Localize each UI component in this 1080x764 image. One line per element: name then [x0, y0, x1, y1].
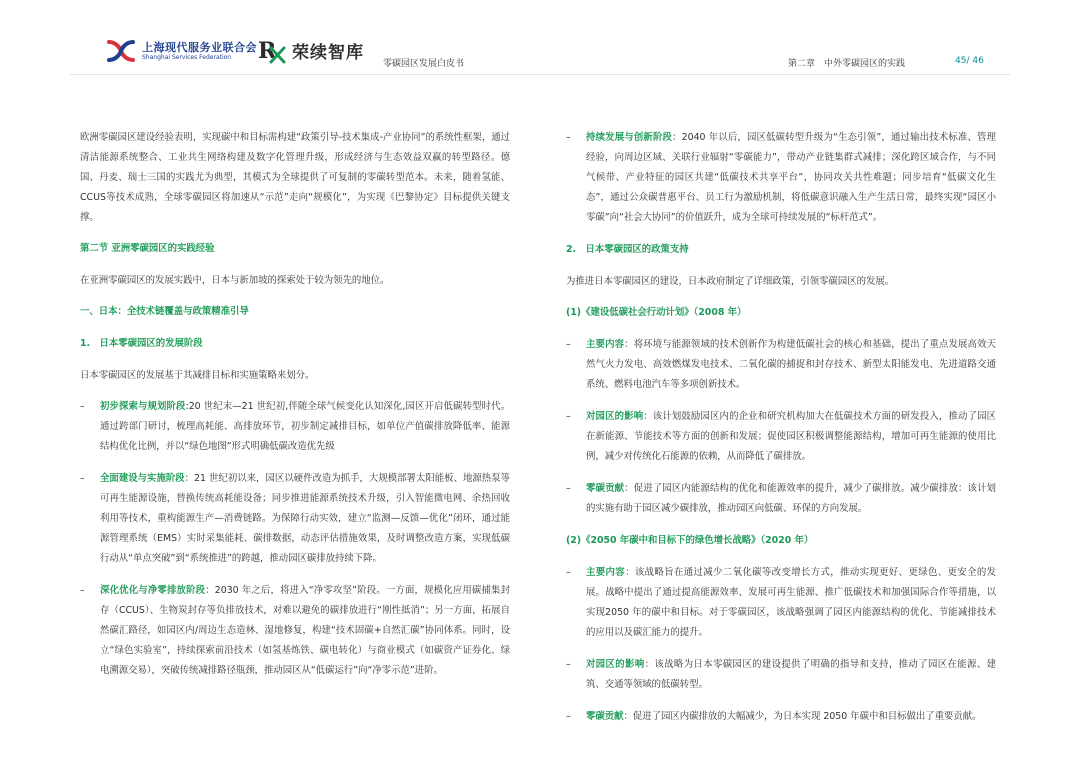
bullet-text: ：促进了园区内碳排放的大幅减少，为日本实现 2050 年碳中和目标做出了重要贡献。	[623, 711, 982, 722]
bullet-dash: –	[566, 411, 571, 422]
rongxu-logo	[258, 36, 364, 64]
section-title: 第二节 亚洲零碳园区的实践经验	[80, 243, 215, 254]
subsection-title-stages: 1. 日本零碳园区的发展阶段	[80, 338, 203, 349]
bullet-dash: –	[566, 659, 571, 670]
stages-intro: 日本零碳园区的发展基于其减排目标和实施策略来划分。	[80, 370, 315, 381]
list-item	[566, 563, 996, 643]
ssf-logo-icon	[106, 38, 136, 64]
list-item	[80, 397, 510, 457]
bullet-lead: 零碳贡献	[586, 483, 625, 494]
ssf-name-en: Shanghai Services Federation	[142, 53, 232, 61]
list-item	[80, 469, 510, 569]
bullet-dash: –	[80, 473, 85, 484]
policy-title-2008: (1)《建设低碳社会行动计划》（2008 年）	[566, 307, 747, 318]
left-column	[80, 128, 510, 693]
bullet-lead: 零碳贡献	[586, 711, 624, 722]
bullet-text: ：2030 年之后，将进入“净零攻坚”阶段。一方面，规模化应用碳捕集封存（CCUS）、生物炭封存等负排放技术，对难以避免的碳排放进行“刚性抵消”；另一方面，拓展自然碳汇路径，如园区内/周边生态造林、湿地修复，构建“技术固碳+自然汇碳”协同体系。同时，设立“绿色实验室”，持续探索前沿技术（如氢基炼铁、碳电转化）与商业模式（如碳资产证券化、绿电溯源交易），突破传统减排路径瓶颈，推动园区从“低碳运行”向“净零示范”进阶。	[100, 585, 510, 676]
bullet-dash: –	[566, 339, 571, 350]
page-header	[0, 0, 1080, 84]
bullet-dash: –	[80, 401, 85, 412]
bullet-text: ：2040 年以后，园区低碳转型升级为“生态引领”，通过输出技术标准、管理经验，向周边区域、关联行业辐射“零碳能力”，带动产业链集群式减排；深化跨区域合作，与不同气候带、产业特征的园区共建“低碳技术共享平台”，协同攻关共性难题；同步培育“低碳文化生态”，通过公众碳普惠平台、员工行为激励机制，将低碳意识融入生产生活日常，最终实现“园区小零碳”向“社会大协同”的价值跃升，成为全球可持续发展的“标杆范式”。	[586, 132, 996, 223]
bullet-lead: 全面建设与实施阶段	[100, 473, 185, 484]
ssf-logo	[106, 38, 257, 64]
bullet-text: ：促进了园区内能源结构的优化和能源效率的提升，减少了碳排放。减少碳排放：该计划的实施有助于园区减少碳排放，推动园区向低碳、环保的方向发展。	[586, 483, 996, 514]
right-column	[566, 128, 996, 739]
list-item	[566, 655, 996, 695]
bullet-text: ：该计划鼓励园区内的企业和研究机构加大在低碳技术方面的研发投入，推动了园区在新能源、节能技术等方面的创新和发展；促使园区积极调整能源结构，增加可再生能源的使用比例，减少对传统化石能源的依赖，从而降低了碳排放。	[586, 411, 996, 462]
bullet-text: ：该战略为日本零碳园区的建设提供了明确的指导和支持，推动了园区在能源、建筑、交通等领域的低碳转型。	[586, 659, 996, 690]
list-item	[566, 128, 996, 228]
ssf-name-cn: 上海现代服务业联合会	[142, 40, 257, 54]
bullet-lead: 主要内容	[586, 339, 625, 350]
rongxu-name: 荣续智库	[292, 42, 364, 63]
list-item	[566, 479, 996, 519]
bullet-lead: 持续发展与创新阶段	[586, 132, 673, 143]
bullet-dash: –	[566, 132, 571, 143]
bullet-lead: 初步探索与规划阶段	[100, 401, 186, 412]
page-number: 45/ 46	[955, 56, 984, 66]
chapter-title: 第二章 中外零碳园区的实践	[788, 59, 906, 69]
europe-summary-paragraph: 欧洲零碳园区建设经验表明，实现碳中和目标需构建“政策引导-技术集成-产业协同”的系统性框架，通过清洁能源系统整合、工业共生网络构建及数字化管理升级，形成经济与生态效益双赢的转型路径。德国、丹麦、瑞士三国的实践尤为典型，其模式为全球提供了可复制的零碳转型范本。未来，随着氢能、CCUS等技术成熟，全球零碳园区将加速从“示范”走向“规模化”，为实现《巴黎协定》目标提供关键支撑。	[80, 132, 510, 223]
bullet-dash: –	[566, 483, 571, 494]
bullet-text: ：21 世纪初以来，园区以硬件改造为抓手，大规模部署太阳能板、地源热泵等可再生能源设施，替换传统高耗能设备；同步推进能源系统技术升级，引入智能微电网、余热回收利用等技术，重构能源生产—消费链路。为保障行动实效，建立“监测—反馈—优化”闭环，通过能源管理系统（EMS）实时采集能耗、碳排数据，动态评估措施效果，及时调整改造方案，实现低碳行动从“单点突破”到“系统推进”的跨越，推动园区碳排放持续下降。	[100, 473, 510, 564]
svg-text:R: R	[258, 38, 277, 64]
bullet-text: ：该战略旨在通过减少二氧化碳等改变增长方式，推动实现更好、更绿色、更安全的发展。战略中提出了通过提高能源效率、发展可再生能源、推广低碳技术和加强国际合作等措施，以实现2050 年的碳中和目标。对于零碳园区，该战略强调了园区内能源结构的优化、节能减排技术的应用以及碳汇能力的提升。	[586, 567, 996, 638]
policy-intro: 为推进日本零碳园区的建设，日本政府制定了详细政策，引领零碳园区的发展。	[566, 276, 895, 287]
section-intro: 在亚洲零碳园区的发展实践中，日本与新加坡的探索处于较为领先的地位。	[80, 275, 390, 286]
bullet-lead: 对园区的影响	[586, 659, 645, 670]
bullet-lead: 主要内容	[586, 567, 626, 578]
list-item	[566, 407, 996, 467]
bullet-dash: –	[566, 711, 571, 722]
subsection-title-japan: 一、日本：全技术链覆盖与政策精准引导	[80, 306, 249, 317]
bullet-dash: –	[566, 567, 571, 578]
document-title: 零碳园区发展白皮书	[383, 59, 465, 69]
list-item	[80, 581, 510, 681]
bullet-text: :20 世纪末—21 世纪初,伴随全球气候变化认知深化,园区开启低碳转型时代。通过跨部门研讨，梳理高耗能、高排放环节，初步制定减排目标，如单位产值碳排放降低率、能源结构优化比例，并以“绿色地图”形式明确低碳改造优先级	[100, 401, 510, 452]
rx-logo-icon	[258, 36, 286, 64]
bullet-text: ：将环境与能源领域的技术创新作为构建低碳社会的核心和基础，提出了重点发展高效天然气火力发电、高效燃煤发电技术、二氧化碳的捕捉和封存技术、新型太阳能发电、先进道路交通系统、燃料电池汽车等多项创新技术。	[586, 339, 996, 390]
header-divider	[70, 74, 1010, 75]
policy-title-2020: (2)《2050 年碳中和目标下的绿色增长战略》（2020 年）	[566, 535, 814, 546]
bullet-lead: 深化优化与净零排放阶段	[100, 585, 206, 596]
list-item	[566, 335, 996, 395]
list-item	[566, 707, 996, 727]
bullet-dash: –	[80, 585, 85, 596]
subsection-title-policy: 2. 日本零碳园区的政策支持	[566, 244, 689, 255]
bullet-lead: 对园区的影响	[586, 411, 644, 422]
